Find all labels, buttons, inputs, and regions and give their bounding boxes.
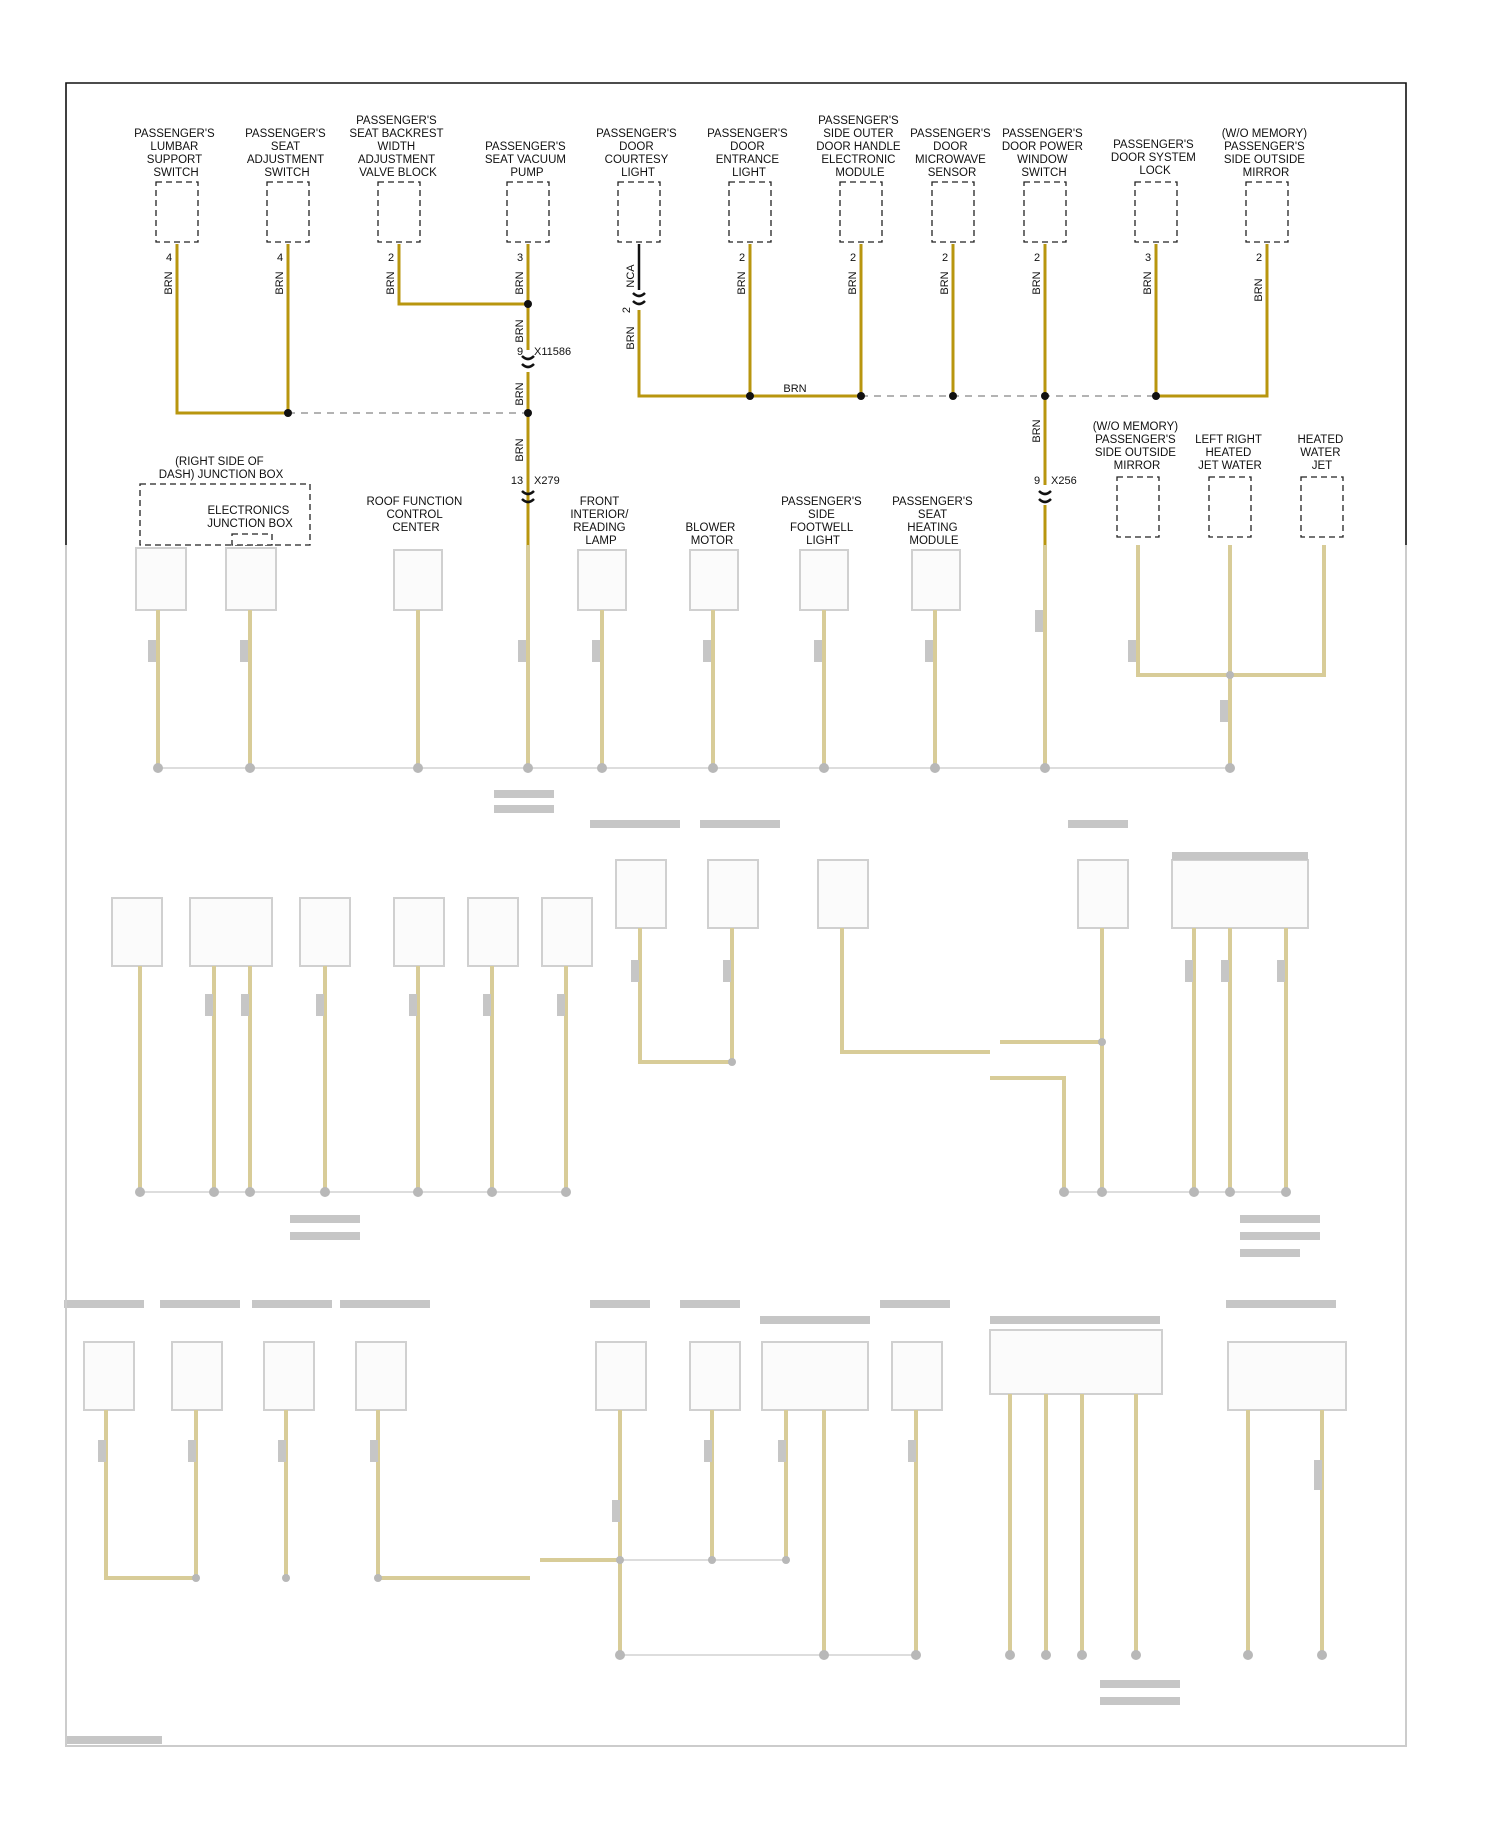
label-line: PASSENGER'S: [781, 496, 862, 508]
label-line: PASSENGER'S: [1113, 139, 1194, 151]
label-line: PASSENGER'S: [1224, 141, 1305, 153]
connector-x279-label: X279: [534, 475, 560, 487]
label-line: PUMP: [510, 167, 544, 179]
pin-number: 2: [941, 252, 949, 264]
entrance-light-box: [729, 182, 771, 242]
label-line: SIDE OUTSIDE: [1223, 154, 1305, 166]
label-line: LIGHT: [621, 167, 655, 179]
label-line: LOCK: [1139, 165, 1171, 177]
label-line: LUMBAR: [150, 141, 199, 153]
mirror-wire: [1156, 244, 1267, 396]
label-line: SEAT: [917, 509, 947, 521]
wire-color-code: BRN: [625, 326, 637, 350]
roof-center-label: [366, 496, 465, 534]
mirror-top-label: [1222, 128, 1311, 179]
blower-motor-label: [685, 522, 738, 547]
wire-color-code: BRN: [1031, 419, 1043, 443]
label-line: HEATED: [1205, 447, 1252, 459]
wire-color-code: BRN: [514, 438, 526, 462]
door-handle-module-label: [816, 115, 904, 179]
window-switch-label: [1002, 128, 1086, 179]
label-line: PASSENGER'S: [1002, 128, 1083, 140]
mirror-lower-box: [1117, 477, 1159, 537]
wire-color-code: BRN: [385, 271, 397, 295]
mirror-top-box: [1246, 182, 1288, 242]
pin-number: 3: [1144, 252, 1152, 264]
label-line: COURTESY: [604, 154, 669, 166]
electronics-jb-box: [232, 534, 272, 545]
mirror-lower-label: [1093, 421, 1182, 472]
pin-number: 2: [621, 306, 633, 314]
label-line: ADJUSTMENT: [246, 154, 324, 166]
label-line: DOOR: [730, 141, 765, 153]
left-right-jet-label: [1195, 434, 1265, 472]
label-line: DOOR POWER: [1001, 141, 1083, 153]
label-line: PASSENGER'S: [485, 141, 566, 153]
label-line: DOOR HANDLE: [816, 141, 901, 153]
label-line: JET WATER: [1198, 460, 1262, 472]
microwave-sensor-label: [910, 128, 994, 179]
label-line: VALVE BLOCK: [359, 167, 437, 179]
label-line: MOTOR: [690, 535, 734, 547]
faded-lower-diagram: [64, 545, 1406, 1746]
electronics-jb-label: [207, 505, 293, 530]
label-line: FOOTWELL: [789, 522, 853, 534]
label-line: PASSENGER'S: [596, 128, 677, 140]
seat-heating-label: [892, 496, 976, 547]
wire-color-code: BRN: [847, 271, 859, 295]
footwell-light-label: [781, 496, 865, 547]
label-line: FRONT: [579, 496, 620, 508]
wire-color-code: NCA: [625, 264, 637, 288]
wire-color-code: BRN: [274, 271, 286, 295]
pin-number: 2: [738, 252, 746, 264]
label-line: DOOR: [619, 141, 654, 153]
door-lock-box: [1135, 182, 1177, 242]
label-line: MODULE: [835, 167, 885, 179]
label-line: PASSENGER'S: [910, 128, 991, 140]
vacuum-pump-box: [507, 182, 549, 242]
door-handle-module-box: [840, 182, 882, 242]
label-line: DOOR: [933, 141, 968, 153]
label-line: PASSENGER'S: [134, 128, 215, 140]
label-line: BLOWER: [685, 522, 736, 534]
backrest-valve-label: [349, 115, 446, 179]
pin-number: 3: [516, 252, 524, 264]
wire-color-code: BRN: [736, 271, 748, 295]
door-lock-label: [1111, 139, 1199, 177]
wire-color-code: BRN: [1253, 278, 1265, 302]
label-line: LIGHT: [806, 535, 840, 547]
seat-adjust-switch-label: [245, 128, 329, 179]
wire-color-code: BRN: [1031, 271, 1043, 295]
label-line: PASSENGER'S: [1095, 434, 1176, 446]
label-line: SEAT BACKREST: [349, 128, 444, 140]
connector-x11586-symbol: [522, 356, 534, 367]
label-line: PASSENGER'S: [892, 496, 973, 508]
label-line: HEATING: [907, 522, 958, 534]
pin-number: 9: [516, 346, 524, 358]
junction-box-label: [159, 456, 284, 481]
label-line: READING: [573, 522, 626, 534]
label-line: ELECTRONICS: [207, 505, 290, 517]
courtesy-light-label: [596, 128, 680, 179]
label-line: CONTROL: [386, 509, 443, 521]
label-line: SUPPORT: [146, 154, 202, 166]
lumbar-wire: [177, 244, 288, 413]
label-line: CENTER: [392, 522, 440, 534]
pin-number: 4: [276, 252, 284, 264]
wire-color-code: BRN: [163, 271, 175, 295]
label-line: SEAT: [270, 141, 300, 153]
label-line: LIGHT: [732, 167, 766, 179]
label-line: ROOF FUNCTION: [366, 496, 463, 508]
wire-color-code: BRN: [783, 383, 807, 395]
heated-jet-label: [1298, 434, 1347, 472]
backrest-wire: [399, 244, 528, 304]
wire-color-code: BRN: [939, 271, 951, 295]
label-line: WINDOW: [1017, 154, 1068, 166]
label-line: ADJUSTMENT: [357, 154, 435, 166]
wire-color-code: BRN: [1142, 271, 1154, 295]
lumbar-switch-label: [134, 128, 218, 179]
connector-x256-label: X256: [1051, 475, 1077, 487]
label-line: SIDE OUTSIDE: [1094, 447, 1176, 459]
label-line: PASSENGER'S: [818, 115, 899, 127]
label-line: INTERIOR/: [570, 509, 629, 521]
label-line: SWITCH: [1021, 167, 1067, 179]
label-line: MIRROR: [1242, 167, 1290, 179]
window-switch-box: [1024, 182, 1066, 242]
label-line: MIRROR: [1113, 460, 1161, 472]
pin-number: 13: [510, 475, 524, 487]
courtesy-light-box: [618, 182, 660, 242]
label-line: MICROWAVE: [914, 154, 986, 166]
label-line: LAMP: [585, 535, 617, 547]
label-line: WIDTH: [377, 141, 416, 153]
pin-number: 4: [165, 252, 173, 264]
label-line: PASSENGER'S: [245, 128, 326, 140]
label-line: SWITCH: [264, 167, 310, 179]
label-line: JET: [1311, 460, 1333, 472]
backrest-valve-box: [378, 182, 420, 242]
label-line: DASH) JUNCTION BOX: [158, 469, 284, 481]
label-line: DOOR SYSTEM: [1110, 152, 1196, 164]
wire-color-code: BRN: [514, 319, 526, 343]
label-line: MODULE: [909, 535, 959, 547]
microwave-sensor-box: [932, 182, 974, 242]
label-line: PASSENGER'S: [356, 115, 437, 127]
pin-number: 2: [849, 252, 857, 264]
label-line: JUNCTION BOX: [207, 518, 293, 530]
reading-lamp-label: [570, 496, 631, 547]
label-line: SEAT VACUUM: [484, 154, 566, 166]
label-line: HEATED: [1297, 434, 1344, 446]
pin-number: 2: [1255, 252, 1263, 264]
lumbar-switch-box: [156, 182, 198, 242]
heated-jet-box: [1301, 477, 1343, 537]
pin-number: 9: [1033, 475, 1041, 487]
seat-adjust-switch-box: [267, 182, 309, 242]
label-line: ELECTRONIC: [821, 154, 896, 166]
label-line: SIDE: [807, 509, 835, 521]
splice-dots: [284, 300, 1160, 417]
label-line: SWITCH: [153, 167, 199, 179]
left-right-jet-box: [1209, 477, 1251, 537]
pin-number: 2: [1033, 252, 1041, 264]
connector-x256-symbol: [1039, 491, 1051, 502]
label-line: LEFT RIGHT: [1195, 434, 1262, 446]
pin-number: 2: [387, 252, 395, 264]
label-line: ENTRANCE: [715, 154, 780, 166]
label-line: SENSOR: [927, 167, 977, 179]
label-line: (W/O MEMORY): [1092, 421, 1179, 433]
label-line: PASSENGER'S: [707, 128, 788, 140]
entrance-light-label: [707, 128, 791, 179]
wire-color-code: BRN: [514, 271, 526, 295]
vacuum-pump-label: [485, 141, 569, 179]
wire-color-code: BRN: [514, 382, 526, 406]
label-line: SIDE OUTER: [823, 128, 894, 140]
connector-x11586-label: X11586: [534, 346, 572, 358]
label-line: WATER: [1300, 447, 1341, 459]
connector-courtesy-symbol: [633, 293, 645, 304]
label-line: (W/O MEMORY): [1221, 128, 1308, 140]
label-line: (RIGHT SIDE OF: [175, 456, 264, 468]
